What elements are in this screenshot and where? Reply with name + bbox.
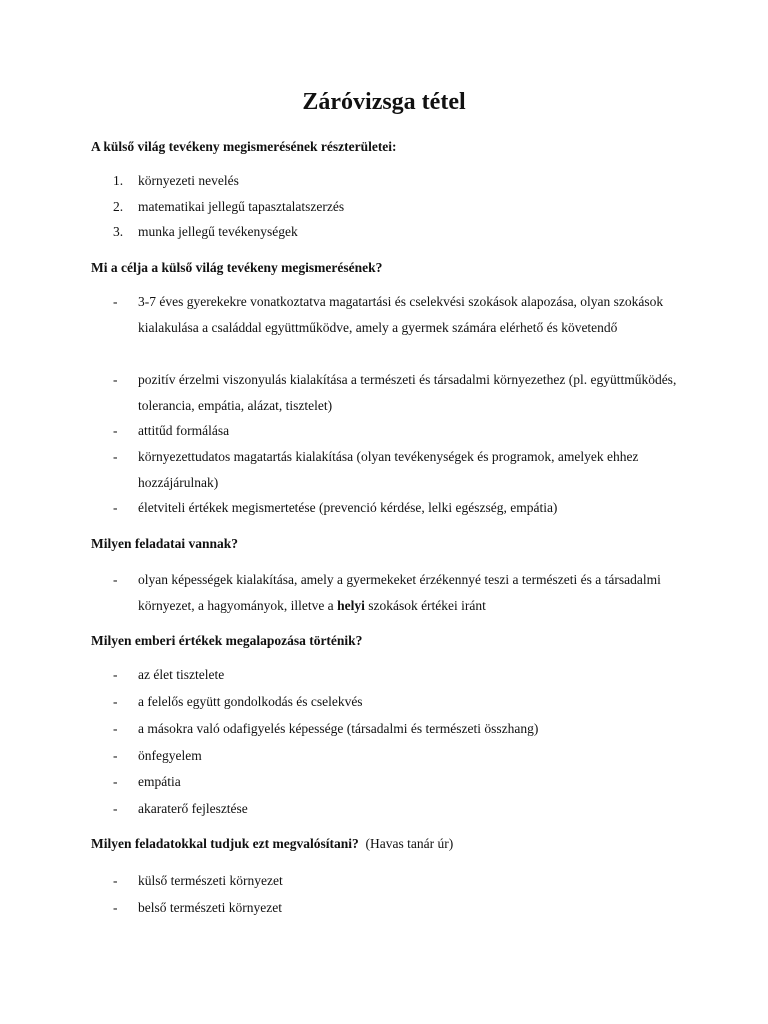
list-number: 1. xyxy=(113,173,124,188)
bullet-list-item xyxy=(113,444,683,496)
emphasized-word: helyi xyxy=(337,598,365,613)
document-title: Záróvizsga tétel xyxy=(302,89,466,115)
list-item-text: akaraterő fejlesztése xyxy=(138,801,248,816)
numbered-list-item xyxy=(113,168,683,194)
dash-bullet: - xyxy=(113,774,118,789)
list-item-text: empátia xyxy=(138,774,181,789)
list-item-text: életviteli értékek megismertetése (prevenció kérdése, lelki egészség, empátia) xyxy=(138,500,558,515)
list-number: 2. xyxy=(113,199,124,214)
list-item-text-part: olyan képességek kialakítása, amely a gyermekeket érzékennyé teszi a természeti és a társadalmi környezet, a hagyományok, illetve a xyxy=(138,572,661,613)
dash-bullet: - xyxy=(113,748,118,763)
dash-bullet: - xyxy=(113,449,118,464)
bullet-list-item xyxy=(113,689,683,715)
section-heading-text: Milyen feladatokkal tudjuk ezt megvalósítani? xyxy=(91,836,359,851)
list-item-text xyxy=(138,567,683,619)
dash-bullet: - xyxy=(113,572,118,587)
bullet-list-item xyxy=(113,567,683,619)
dash-bullet: - xyxy=(113,423,118,438)
list-item-text: 3-7 éves gyerekekre vonatkoztatva magatartási és cselekvési szokások alapozása, olyan szokások kialakulása a családdal együttműködve, amely a gyermek számára elérhető és követendő xyxy=(138,294,664,335)
bullet-list-item xyxy=(113,769,683,795)
bullet-list-item xyxy=(113,895,683,921)
list-item-text: attitűd formálása xyxy=(138,423,230,438)
dash-bullet: - xyxy=(113,667,118,682)
dash-bullet: - xyxy=(113,500,118,515)
list-number: 3. xyxy=(113,224,124,239)
bullet-list-item xyxy=(113,418,683,444)
list-item-text: matematikai jellegű tapasztalatszerzés xyxy=(138,199,345,214)
list-item-text: a felelős együtt gondolkodás és cselekvés xyxy=(138,694,363,709)
section-heading xyxy=(91,835,453,853)
bullet-list-item xyxy=(113,495,683,521)
section-heading: Mi a célja a külső világ tevékeny megismerésének? xyxy=(91,260,383,275)
bullet-list-item xyxy=(113,868,683,894)
list-item-text-part: szokások értékei iránt xyxy=(364,598,486,613)
numbered-list-item xyxy=(113,194,683,220)
bullet-list-item xyxy=(113,743,683,769)
heading-note: (Havas tanár úr) xyxy=(365,836,454,851)
list-item-text: önfegyelem xyxy=(138,748,202,763)
bullet-list-item xyxy=(113,716,683,742)
dash-bullet: - xyxy=(113,900,118,915)
bullet-list-item xyxy=(113,662,683,688)
dash-bullet: - xyxy=(113,873,118,888)
list-item-text: pozitív érzelmi viszonyulás kialakítása a természeti és társadalmi környezethez (pl. együttműködés, tolerancia, empátia, alázat, tisztelet) xyxy=(138,372,677,413)
bullet-list-item xyxy=(113,289,683,341)
list-item-text: az élet tisztelete xyxy=(138,667,225,682)
dash-bullet: - xyxy=(113,721,118,736)
dash-bullet: - xyxy=(113,801,118,816)
section-heading: Milyen feladatai vannak? xyxy=(91,536,239,551)
bullet-list-item xyxy=(113,367,683,419)
dash-bullet: - xyxy=(113,294,118,309)
numbered-list-item xyxy=(113,219,683,245)
list-item-text: munka jellegű tevékenységek xyxy=(138,224,298,239)
list-item-text: környezeti nevelés xyxy=(138,173,239,188)
list-item-text: környezettudatos magatartás kialakítása (olyan tevékenységek és programok, amelyek ehhez hozzájárulnak) xyxy=(138,449,639,490)
list-item-text: a másokra való odafigyelés képessége (társadalmi és természeti összhang) xyxy=(138,721,539,736)
list-item-text: külső természeti környezet xyxy=(138,873,283,888)
dash-bullet: - xyxy=(113,694,118,709)
section-heading: A külső világ tevékeny megismerésének részterületei: xyxy=(91,139,397,154)
dash-bullet: - xyxy=(113,372,118,387)
section-heading: Milyen emberi értékek megalapozása történik? xyxy=(91,633,363,648)
bullet-list-item xyxy=(113,796,683,822)
list-item-text: belső természeti környezet xyxy=(138,900,282,915)
